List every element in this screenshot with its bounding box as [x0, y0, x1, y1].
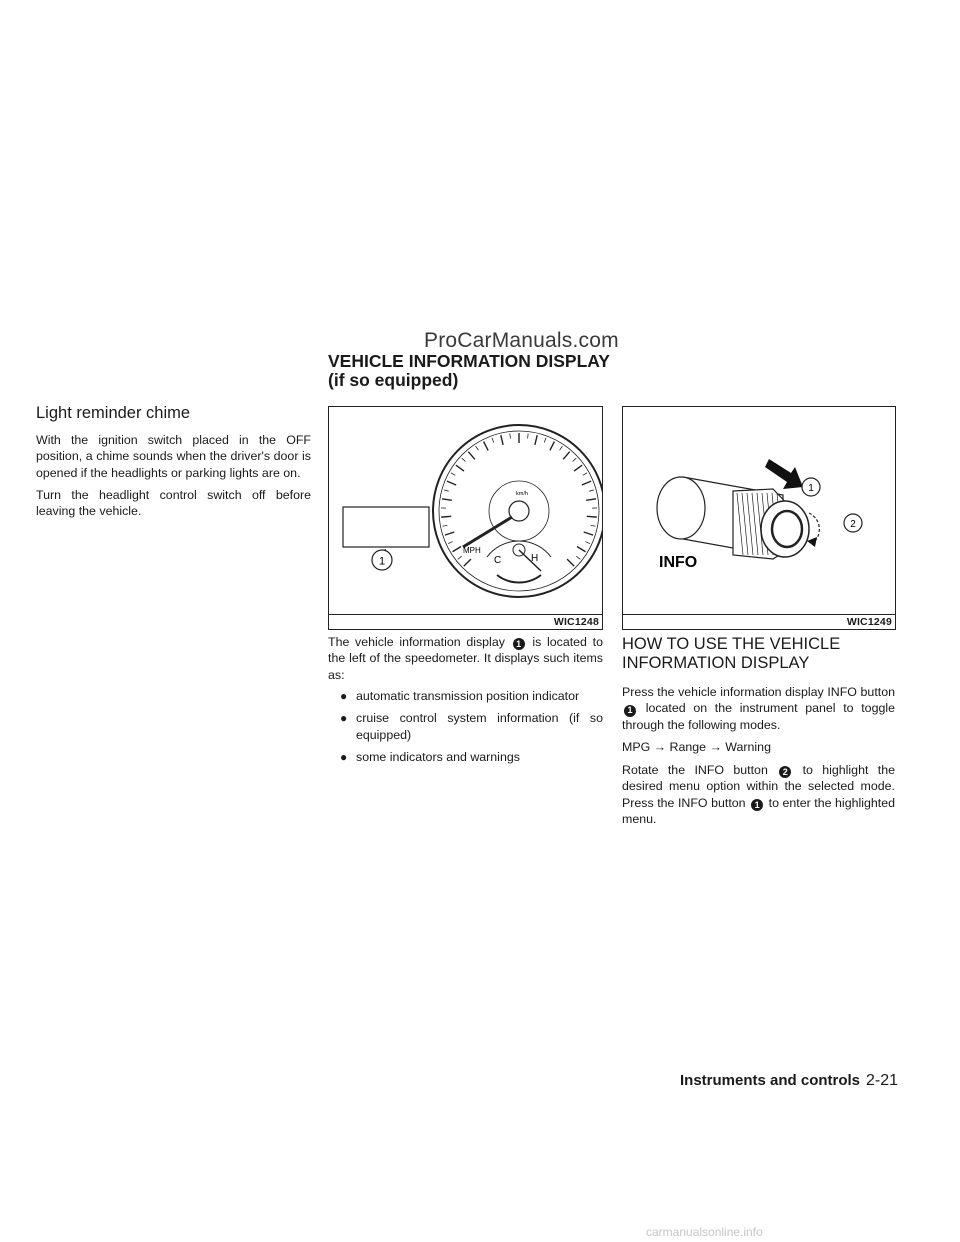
callout-2-ref: 2: [779, 766, 791, 778]
bullet-icon: ●: [340, 689, 348, 703]
press-arrow-icon: [765, 459, 803, 489]
vid-paragraph-text: The vehicle information display: [328, 635, 505, 649]
callout-1-label: 1: [808, 483, 814, 494]
figure-code: WIC1249: [846, 616, 892, 628]
section-title: VEHICLE INFORMATION DISPLAY (if so equipped): [328, 351, 610, 390]
vid-bullet-list: [328, 688, 603, 772]
list-item: ● some indicators and warnings: [340, 750, 520, 765]
callout-2-label: 2: [850, 519, 856, 530]
figure-info-button: [622, 406, 896, 630]
page-footer: [680, 1072, 898, 1090]
watermark-bottom: carmanualsonline.info: [646, 1225, 763, 1239]
callout-1-label: 1: [378, 555, 386, 568]
callout-1-ref: 1: [513, 638, 525, 650]
how-to-paragraph-3: Rotate the INFO button 2 to highlight the desired menu option within the selected mode. Press the INFO button 1 to enter the highlighted menu.: [622, 763, 895, 827]
info-button-face: [772, 511, 802, 547]
knob-shaft-end: [657, 477, 705, 539]
bullet-icon: ●: [340, 750, 348, 765]
gauge-mph-label: MPH: [463, 546, 481, 555]
vid-paragraph-text-2: is located to the left of the speedometer. It displays such items as:: [328, 635, 603, 682]
callout-1-ref: 1: [624, 705, 636, 717]
list-item: ● automatic transmission position indicator: [340, 689, 580, 703]
figure-speedometer: [328, 406, 603, 630]
list-item: ● cruise control system information (if so equipped): [340, 711, 603, 742]
how-to-heading: HOW TO USE THE VEHICLE INFORMATION DISPLAY: [622, 635, 841, 672]
speedometer-illustration: [329, 407, 602, 615]
light-reminder-heading: Light reminder chime: [36, 404, 191, 422]
vid-paragraph: [328, 634, 603, 683]
bullet-icon: ●: [340, 711, 348, 726]
page-number: 2-21: [866, 1072, 899, 1089]
watermark-top: ProCarManuals.com: [424, 329, 619, 352]
gauge-tick: [441, 516, 451, 517]
info-knob-illustration: [623, 407, 895, 615]
info-label: INFO: [659, 554, 698, 571]
gauge-h-label: H: [531, 553, 539, 564]
callout-1-ref: 1: [751, 799, 763, 811]
gauge-c-label: C: [494, 555, 502, 566]
gauge-tick: [587, 516, 597, 517]
light-reminder-paragraph-2: Turn the headlight control switch off before leaving the vehicle.: [36, 488, 311, 519]
modes-line: MPG → Range → Warning: [622, 740, 771, 754]
footer-section: Instruments and controls: [680, 1072, 861, 1089]
light-reminder-paragraph-1: With the ignition switch placed in the OFF position, a chime sounds when the driver's door is opened if the headlights or parking lights are on.: [36, 433, 311, 480]
figure-code: WIC1248: [553, 616, 599, 628]
gauge-unit: km/h: [516, 491, 528, 497]
how-to-paragraph-1: Press the vehicle information display INFO button 1 located on the instrument panel to toggle through the following modes.: [622, 685, 895, 732]
info-display-box: [343, 507, 429, 547]
